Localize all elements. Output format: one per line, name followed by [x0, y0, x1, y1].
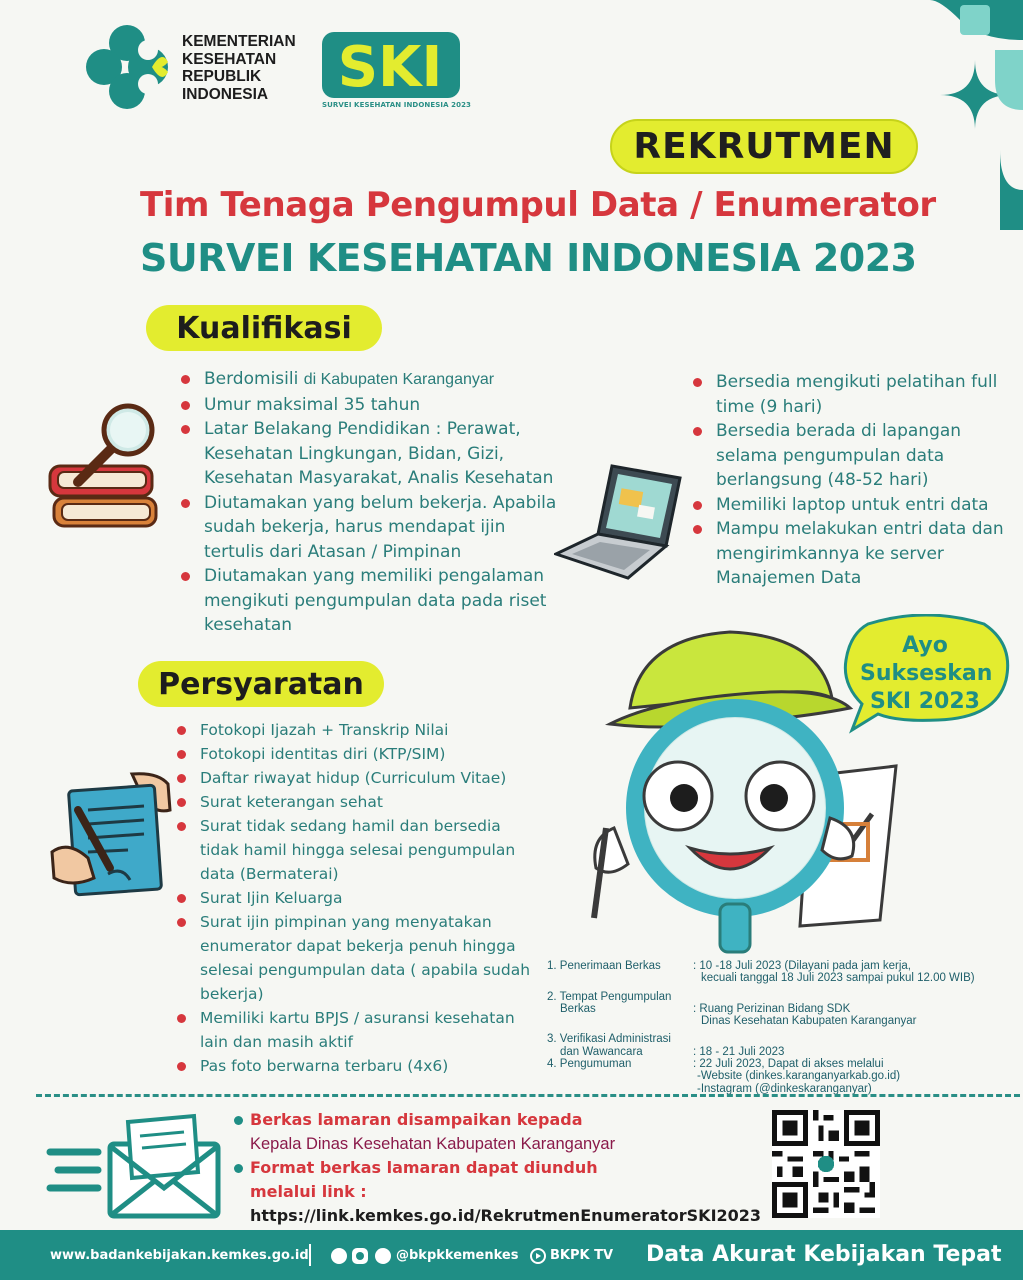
kualifikasi-list-right — [690, 370, 1010, 591]
footer-divider — [309, 1244, 311, 1266]
schedule-row: 4. Pengumuman : 22 Juli 2023, Dapat di akses melalui -Website (dinkes.karanganyarkab.go.id) -Instagram (@dinkeskaranganyar) — [547, 1058, 901, 1095]
list-item: Surat ijin pimpinan yang menyatakan enumerator dapat bekerja penuh hingga selesai pengumpulan data ( apabila sudah bekerja) — [174, 910, 544, 1006]
list-item: Diutamakan yang belum bekerja. Apabila sudah bekerja, harus mendapat ijin tertulis dari Atasan / Pimpinan — [178, 491, 558, 565]
list-item: Memiliki kartu BPJS / asuransi kesehatan lain dan masih aktif — [174, 1006, 544, 1054]
kualifikasi-heading: Kualifikasi — [146, 305, 382, 351]
ski-logo-icon — [320, 28, 462, 112]
persyaratan-heading: Persyaratan — [138, 661, 384, 707]
list-item: Berkas lamaran disampaikan kepada — [232, 1108, 752, 1132]
laptop-icon — [554, 462, 686, 584]
document-signing-icon — [48, 770, 174, 898]
list-item-continued: melalui link : — [250, 1182, 367, 1201]
download-link[interactable]: https://link.kemkes.go.id/RekrutmenEnumeratorSKI2023 — [250, 1206, 762, 1225]
footer-social-handle[interactable]: @bkpkkemenkes — [396, 1248, 519, 1263]
footer-website[interactable]: www.badankebijakan.kemkes.go.id — [50, 1248, 309, 1263]
mascot-magnifier-icon — [570, 628, 900, 954]
list-item: Diutamakan yang memiliki pengalaman mengikuti pengumpulan data pada riset kesehatan — [178, 564, 558, 638]
social-icons — [330, 1247, 392, 1265]
submission-info — [232, 1108, 762, 1228]
list-item: Mampu melakukan entri data dan mengirimkannya ke server Manajemen Data — [690, 517, 1010, 591]
list-item: Latar Belakang Pendidikan : Perawat, Kesehatan Lingkungan, Bidan, Gizi, Kesehatan Masyarakat, Analis Kesehatan — [178, 417, 558, 491]
footer-tv-channel[interactable]: BKPK TV — [550, 1248, 614, 1263]
list-item: Berdomisili di Kabupaten Karanganyar — [178, 367, 558, 393]
kemenkes-wordmark: KEMENTERIAN KESEHATAN REPUBLIK INDONESIA — [182, 33, 296, 103]
dashed-divider — [36, 1094, 1020, 1097]
list-item: Memiliki laptop untuk entri data — [690, 493, 1010, 518]
tv-play-icon — [530, 1248, 546, 1264]
kemenkes-logo-icon — [82, 20, 172, 114]
recipient-text: Kepala Dinas Kesehatan Kabupaten Karanganyar — [250, 1135, 616, 1153]
list-item: Surat Ijin Keluarga — [174, 886, 544, 910]
list-item: Surat keterangan sehat — [174, 790, 544, 814]
list-item: Umur maksimal 35 tahun — [178, 393, 558, 418]
page-title: Tim Tenaga Pengumpul Data / Enumerator — [140, 185, 936, 225]
books-magnifier-icon — [48, 402, 160, 532]
schedule-row: 2. Tempat Pengumpulan Berkas : Ruang Perizinan Bidang SDK Dinas Kesehatan Kabupaten Karanganyar — [547, 990, 917, 1028]
schedule-row: 1. Penerimaan Berkas : 10 -18 Juli 2023 (Dilayani pada jam kerja, kecuali tanggal 18 Juli 2023 sampai pukul 12.00 WIB) — [547, 960, 975, 985]
list-item: Fotokopi Ijazah + Transkrip Nilai — [174, 718, 544, 742]
page-subtitle: SURVEI KESEHATAN INDONESIA 2023 — [140, 236, 917, 280]
schedule-block — [547, 960, 1017, 1095]
rekrutmen-badge: REKRUTMEN — [610, 119, 918, 174]
list-item: Bersedia mengikuti pelatihan full time (9 hari) — [690, 370, 1010, 419]
list-item: Daftar riwayat hidup (Curriculum Vitae) — [174, 766, 544, 790]
persyaratan-list — [174, 718, 544, 1078]
list-item: Bersedia berada di lapangan selama pengumpulan data berlangsung (48-52 hari) — [690, 419, 1010, 493]
list-item: Pas foto berwarna terbaru (4x6) — [174, 1054, 544, 1078]
qr-code-icon — [772, 1110, 880, 1218]
footer-slogan: Data Akurat Kebijakan Tepat — [646, 1242, 1002, 1267]
ski-caption: SURVEI KESEHATAN INDONESIA 2023 — [322, 101, 472, 109]
list-item: Fotokopi identitas diri (KTP/SIM) — [174, 742, 544, 766]
kualifikasi-list-left — [178, 367, 558, 638]
schedule-row: 3. Verifikasi Administrasi dan Wawancara : 18 - 21 Juli 2023 — [547, 1033, 785, 1058]
envelope-icon — [44, 1112, 226, 1222]
list-item: Format berkas lamaran dapat diunduh — [232, 1156, 752, 1180]
mascot-speech-text: Ayo Sukseskan SKI 2023 — [860, 633, 993, 714]
list-item: Surat tidak sedang hamil dan bersedia tidak hamil hingga selesai pengumpulan data (Bermaterai) — [174, 814, 544, 886]
svg-text:SKI: SKI — [337, 35, 443, 100]
